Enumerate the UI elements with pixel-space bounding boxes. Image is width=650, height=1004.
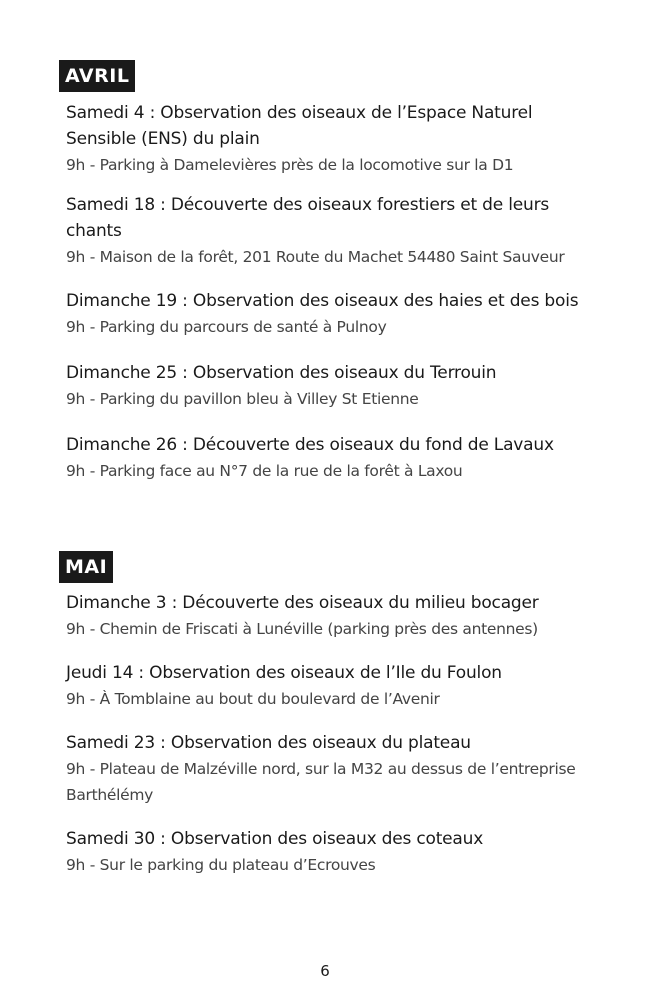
event-title: Samedi 4 : Observation des oiseaux de l’Espace Naturel Sensible (ENS) du plain	[66, 103, 533, 149]
event-place: 9h - Plateau de Malzéville nord, sur la M32 au dessus de l’entreprise Barthélémy	[66, 760, 576, 804]
event-item	[66, 826, 596, 878]
event-place: 9h - Parking du parcours de santé à Pulnoy	[66, 318, 387, 336]
event-title: Dimanche 26 : Découverte des oiseaux du fond de Lavaux	[66, 435, 554, 455]
event-item	[66, 730, 596, 808]
event-title: Samedi 18 : Découverte des oiseaux forestiers et de leurs chants	[66, 195, 550, 241]
event-place: 9h - Parking face au N°7 de la rue de la forêt à Laxou	[66, 462, 463, 480]
event-list-mai	[66, 590, 596, 878]
event-item	[66, 360, 596, 412]
event-place: 9h - Sur le parking du plateau d’Ecrouves	[66, 856, 376, 874]
event-item	[66, 660, 596, 712]
event-list-avril	[66, 100, 596, 484]
event-item	[66, 590, 596, 642]
event-title: Samedi 30 : Observation des oiseaux des coteaux	[66, 829, 484, 849]
event-item	[66, 288, 596, 340]
event-item	[66, 192, 596, 270]
event-title: Jeudi 14 : Observation des oiseaux de l’Ile du Foulon	[66, 663, 502, 683]
event-item	[66, 432, 596, 484]
event-title: Dimanche 25 : Observation des oiseaux du Terrouin	[66, 363, 497, 383]
event-place: 9h - Parking du pavillon bleu à Villey St Etienne	[66, 390, 419, 408]
event-place: 9h - Chemin de Friscati à Lunéville (parking près des antennes)	[66, 620, 538, 638]
event-item	[66, 100, 596, 178]
event-title: Dimanche 19 : Observation des oiseaux des haies et des bois	[66, 291, 579, 311]
event-title: Samedi 23 : Observation des oiseaux du plateau	[66, 733, 471, 753]
page-number: 6	[320, 962, 330, 980]
event-place: 9h - Parking à Damelevières près de la locomotive sur la D1	[66, 156, 514, 174]
month-label: MAI	[59, 551, 113, 583]
event-title: Dimanche 3 : Découverte des oiseaux du milieu bocager	[66, 593, 539, 613]
event-place: 9h - À Tomblaine au bout du boulevard de l’Avenir	[66, 690, 440, 708]
event-place: 9h - Maison de la forêt, 201 Route du Machet 54480 Saint Sauveur	[66, 248, 565, 266]
month-heading-avril	[59, 60, 135, 92]
month-label: AVRIL	[59, 60, 135, 92]
month-heading-mai	[59, 551, 113, 583]
